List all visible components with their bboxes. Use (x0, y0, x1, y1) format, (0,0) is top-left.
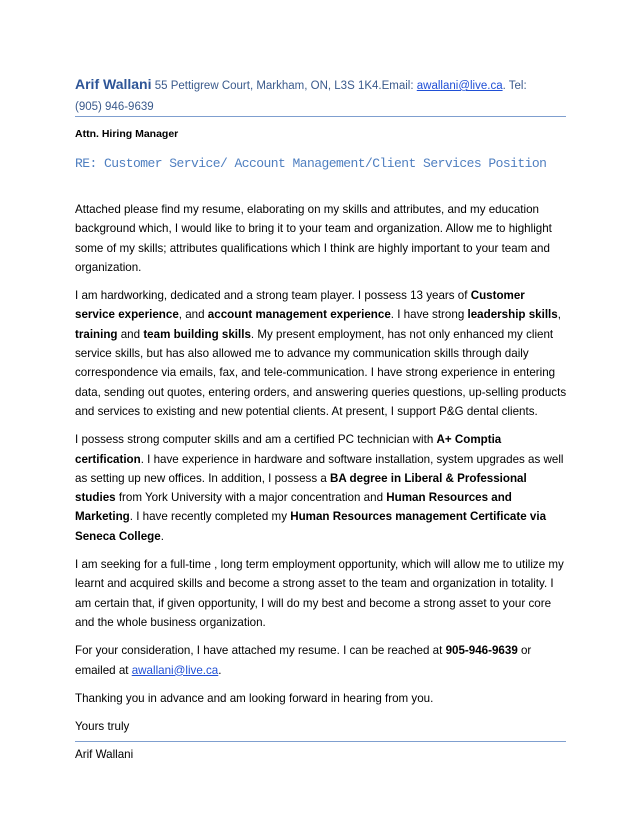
paragraph-goals: I am seeking for a full-time , long term employment opportunity, which will allow me to utilize my learnt and acquired skills and become a strong asset to the team and organization in totality. I am certain that, if given opportunity, I will do my best and become a strong asset to your core and the whole business organization. (75, 558, 564, 629)
subject-line: RE: Customer Service/ Account Management/Client Services Position (75, 156, 547, 171)
paragraph-contact: For your consideration, I have attached my resume. I can be reached at 905-946-9639 or emailed at awallani@live.ca. (75, 644, 532, 677)
sender-phone: (905) 946-9639 (75, 101, 154, 113)
email-label: Email: (381, 80, 414, 92)
letter-body (75, 200, 567, 774)
sender-address: 55 Pettigrew Court, Markham, ON, L3S 1K4. (154, 80, 382, 92)
paragraph-experience: I am hardworking, dedicated and a strong team player. I possess 13 years of Customer service experience, and account management experience. I have strong leadership skills, training and team building skills. My present employment, has not only enhanced my client service skills, but has also allowed me to advance my communication skills through daily correspondence via emails, fax, and tele-communication. I have strong experience in entering data, sending out quotes, entering orders, and answering queries questions, up-selling products and services to existing and new potential clients. At present, I support P&G dental clients. (75, 289, 567, 418)
sender-email-link[interactable]: awallani@live.ca (416, 80, 503, 92)
signature: Arif Wallani (75, 748, 134, 762)
contact-phone: 905-946-9639 (445, 644, 518, 658)
header-divider (75, 116, 566, 117)
closing: Yours truly (75, 720, 130, 734)
contact-email-link[interactable]: awallani@live.ca (131, 663, 219, 677)
tel-label: . Tel: (502, 80, 527, 92)
letter-header (75, 74, 570, 118)
paragraph-intro: Attached please find my resume, elaborating on my skills and attributes, and my education background which, I would like to bring it to your team and organization. Allow me to highlight some of my skills; attributes qualifications which I think are highly important to your team and organization. (75, 203, 552, 274)
attention-line: Attn. Hiring Manager (75, 128, 179, 140)
sender-name: Arif Wallani (75, 76, 152, 92)
footer-divider (75, 741, 566, 742)
paragraph-thanks: Thanking you in advance and am looking forward in hearing from you. (75, 691, 434, 705)
paragraph-qualifications: I possess strong computer skills and am a certified PC technician with A+ Comptia certification. I have experience in hardware and software installation, system upgrades as well as setting up new offices. In addition, I possess a BA degree in Liberal & Professional studies from York University with a major concentration and Human Resources and Marketing. I have recently completed my Human Resources management Certificate via Seneca College. (75, 433, 564, 543)
